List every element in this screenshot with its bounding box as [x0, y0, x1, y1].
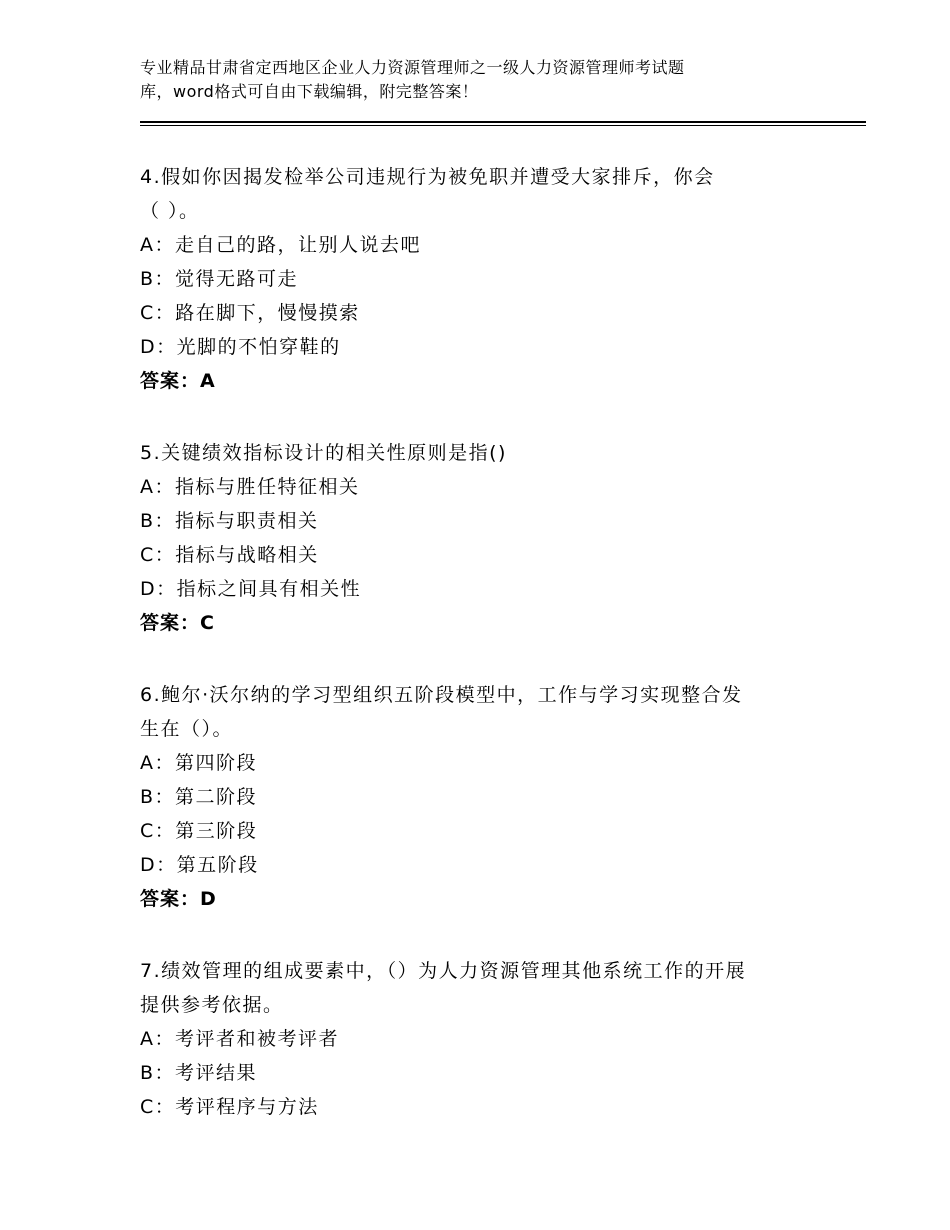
question-4 — [140, 160, 840, 398]
question-6 — [140, 678, 840, 916]
question-text: 5.关键绩效指标设计的相关性原则是指() — [140, 442, 507, 464]
question-text: 提供参考依据。 — [140, 994, 284, 1016]
header-line: 库，word格式可自由下载编辑，附完整答案！ — [140, 82, 479, 101]
question-5 — [140, 436, 840, 640]
answer: 答案：C — [140, 612, 215, 634]
option-d: D：第五阶段 — [140, 854, 259, 876]
option-a: A：指标与胜任特征相关 — [140, 476, 360, 498]
document-header — [140, 56, 780, 104]
question-text: 6.鲍尔·沃尔纳的学习型组织五阶段模型中，工作与学习实现整合发 — [140, 684, 743, 706]
option-d: D：指标之间具有相关性 — [140, 578, 362, 600]
header-line: 专业精品甘肃省定西地区企业人力资源管理师之一级人力资源管理师考试题 — [140, 58, 685, 77]
option-b: B：觉得无路可走 — [140, 268, 299, 290]
option-c: C：第三阶段 — [140, 820, 258, 842]
option-a: A：第四阶段 — [140, 752, 257, 774]
answer: 答案：D — [140, 888, 217, 910]
answer: 答案：A — [140, 370, 216, 392]
option-c: C：考评程序与方法 — [140, 1096, 319, 1118]
option-b: B：指标与职责相关 — [140, 510, 319, 532]
question-list — [140, 160, 840, 1162]
question-7 — [140, 954, 840, 1124]
option-c: C：路在脚下，慢慢摸索 — [140, 302, 360, 324]
header-divider-thin — [140, 125, 866, 126]
option-b: B：考评结果 — [140, 1062, 258, 1084]
question-text: （ ）。 — [140, 200, 200, 222]
question-text: 生在（）。 — [140, 718, 234, 740]
question-text: 4.假如你因揭发检举公司违规行为被免职并遭受大家排斥，你会 — [140, 166, 715, 188]
option-a: A：走自己的路，让别人说去吧 — [140, 234, 421, 256]
question-text: 7.绩效管理的组成要素中，（）为人力资源管理其他系统工作的开展 — [140, 960, 747, 982]
option-c: C：指标与战略相关 — [140, 544, 319, 566]
option-a: A：考评者和被考评者 — [140, 1028, 339, 1050]
option-b: B：第二阶段 — [140, 786, 258, 808]
header-divider-thick — [140, 121, 866, 123]
option-d: D：光脚的不怕穿鞋的 — [140, 336, 341, 358]
